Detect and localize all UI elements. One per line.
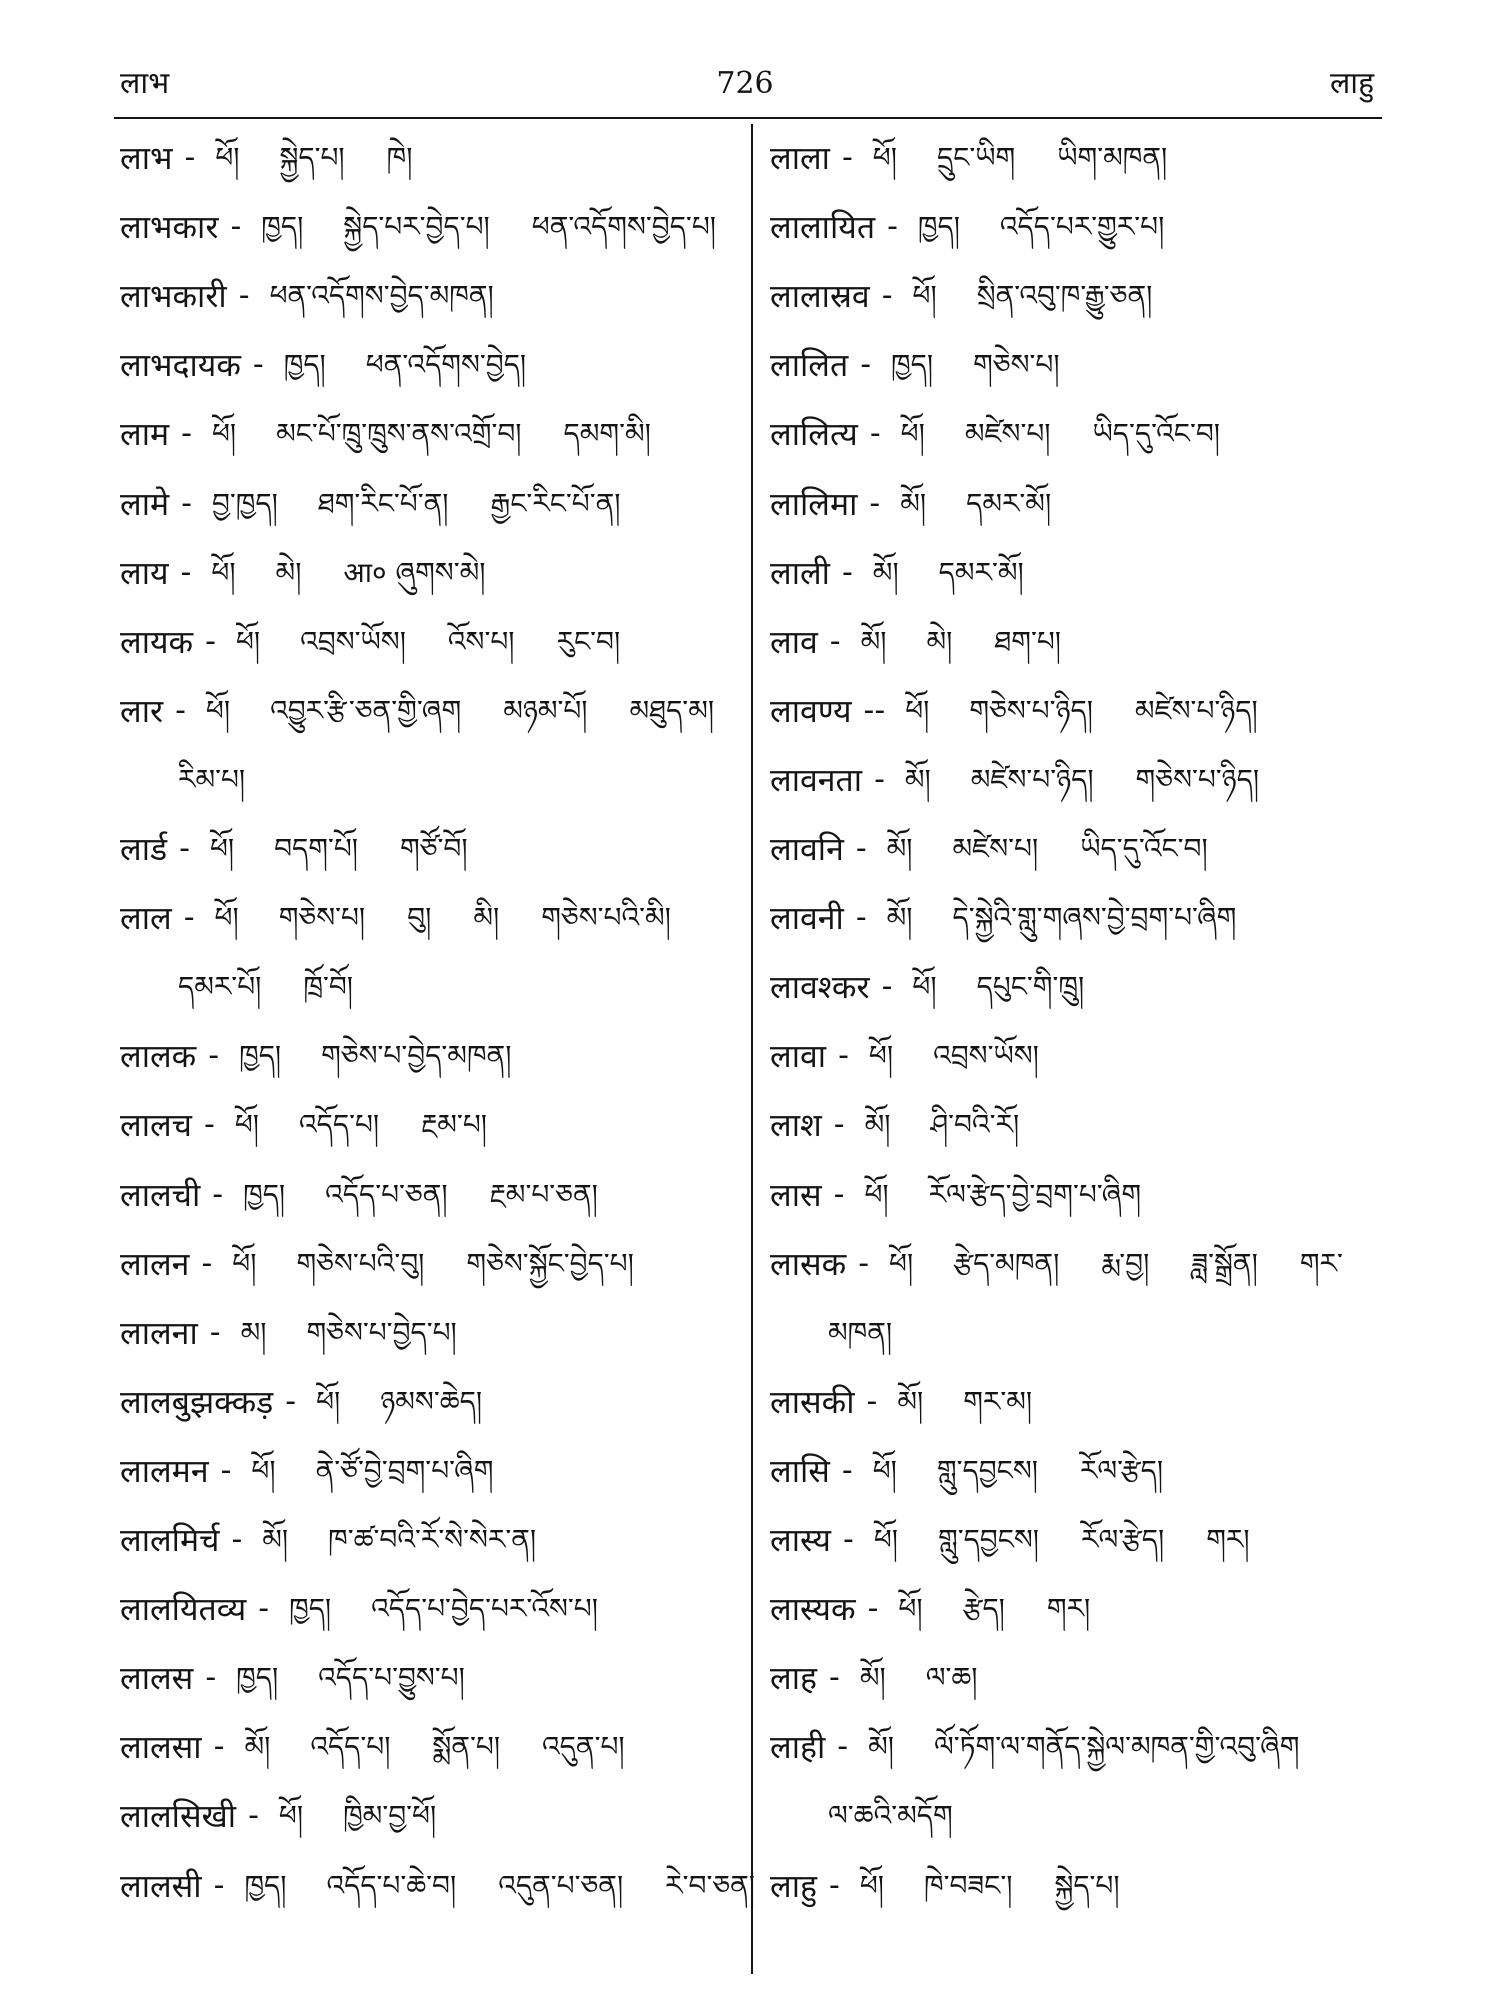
- grammar-marker: ཕོ།: [873, 1523, 898, 1556]
- headword: लालित: [770, 346, 849, 385]
- grammar-marker: མོ།: [864, 1108, 891, 1142]
- dictionary-entry: [770, 616, 1103, 668]
- gloss: སྐྱེད་པ།: [279, 141, 345, 174]
- dictionary-entry: [120, 1099, 529, 1151]
- headword: लालस: [120, 1659, 194, 1698]
- dictionary-entry: [770, 547, 1066, 599]
- headword: लावण्य: [770, 691, 852, 730]
- grammar-marker: མོ།: [904, 762, 931, 796]
- dictionary-entry: [770, 201, 1206, 253]
- gloss: འདུན་པ་ཅན།: [498, 1868, 624, 1902]
- gloss: རིམ་པ།: [178, 762, 246, 796]
- entry-dash: -: [855, 831, 867, 866]
- grammar-marker: ཁྱད།: [917, 210, 960, 244]
- grammar-marker: ཁྱད།: [244, 1868, 287, 1902]
- dictionary-entry: [770, 132, 1209, 184]
- entry-dash: -: [858, 1245, 870, 1281]
- grammar-marker: ཕོ།: [232, 1246, 257, 1280]
- gloss: འདོད་པ།: [299, 1108, 380, 1142]
- grammar-marker: མོ།: [262, 1523, 289, 1556]
- gloss: ཁ་ཚ་བའི་རོ་སེ་སེར་ན།: [328, 1523, 537, 1556]
- entry-dash: -: [213, 1867, 225, 1903]
- dictionary-entry: [770, 270, 1194, 322]
- entry-dash: -: [881, 278, 893, 314]
- dictionary-entry: [770, 1169, 1183, 1221]
- continuation-line: [120, 754, 287, 806]
- grammar-marker: ཕོ།: [235, 624, 261, 658]
- gloss: འབྱུར་རྩི་ཅན་གྱི་ཞག: [270, 693, 462, 727]
- gloss: ལ་ཆ།: [925, 1661, 978, 1695]
- gloss: རྔམ་པ།: [421, 1108, 487, 1142]
- dictionary-entry: [120, 1514, 578, 1566]
- gloss: གཙོ་བོ།: [400, 832, 468, 865]
- gloss: རོལ་རྩེད།: [1081, 1523, 1165, 1556]
- gloss: མེ།: [275, 555, 302, 589]
- gloss: མཛེས་པ།: [952, 832, 1039, 865]
- gloss: ནེ་ཙོ་བྱེ་བྲག་པ་ཞིག: [315, 1453, 494, 1487]
- entry-dash: -: [843, 1522, 854, 1557]
- dictionary-entry: [770, 1583, 1132, 1635]
- gloss: གཅེས་སྐྱོང་བྱེད་པ།: [466, 1246, 634, 1280]
- gloss: གཅེས་པ།: [973, 348, 1060, 382]
- headword: लाही: [770, 1728, 826, 1767]
- headword: लालायित: [770, 208, 876, 247]
- dictionary-entry: [120, 892, 713, 944]
- dictionary-entry: [120, 1238, 676, 1290]
- dictionary-entry: [120, 339, 568, 391]
- dictionary-entry: [770, 339, 1102, 391]
- gloss: ཕན་འདོགས་བྱེད་པ།: [531, 210, 716, 244]
- grammar-marker: བྱ་ཁྱད།: [211, 486, 278, 520]
- entry-dash: -: [833, 1176, 845, 1212]
- dictionary-entry: [120, 547, 527, 599]
- entry-dash: --: [863, 692, 886, 728]
- grammar-marker: ཕོ།: [912, 970, 937, 1004]
- entry-dash: -: [866, 1383, 878, 1419]
- gloss: མཉམ་པོ།: [503, 693, 588, 727]
- gloss: ཐག་རིང་པོ་ན།: [317, 486, 449, 520]
- gloss: རུང་བ།: [556, 624, 621, 658]
- gloss: བུ།: [407, 901, 432, 935]
- dictionary-entry: [120, 1860, 797, 1912]
- gloss: རྒྱང་རིང་པོ་ན།: [490, 486, 621, 520]
- grammar-marker: ཁྱད།: [239, 1039, 282, 1073]
- grammar-marker: ཁྱད།: [261, 210, 304, 244]
- headword: लाभदायक: [120, 346, 241, 385]
- gloss: མང་པོ་ཁྲུ་ཁྲུས་ནས་འགྲོ་བ།: [276, 417, 522, 451]
- dictionary-entry: [770, 1860, 1162, 1912]
- headword: लालन: [120, 1244, 190, 1283]
- dictionary-entry: [120, 1583, 640, 1635]
- dictionary-entry: [770, 823, 1250, 875]
- column-divider: [751, 124, 753, 1974]
- gloss: དམག་མི།: [563, 417, 651, 451]
- gloss: ཉམས་ཆེད།: [380, 1384, 483, 1418]
- grammar-marker: མོ།: [868, 1730, 894, 1764]
- continuation-line: [770, 1307, 934, 1359]
- gloss: ཁེ་བཟང་།: [923, 1868, 1013, 1902]
- dictionary-entry: [120, 408, 693, 460]
- gloss: གཅེས་པ་ཉིད།: [969, 693, 1093, 727]
- gloss: འདོད་པ།: [310, 1730, 391, 1764]
- grammar-marker: ཕོ།: [234, 1108, 260, 1142]
- dictionary-entry: [770, 685, 1300, 737]
- gloss: མཐུད་མ།: [629, 693, 715, 727]
- gloss: རྩེད།: [962, 1592, 1005, 1626]
- headword: लालक: [120, 1037, 197, 1076]
- entry-dash: -: [184, 140, 196, 175]
- headword: लालिमा: [770, 484, 858, 523]
- gloss: ཁྱིམ་བྱ་ཕོ།: [343, 1799, 437, 1833]
- entry-dash: -: [213, 1729, 225, 1765]
- gloss: རེ་བ་ཅན།: [665, 1868, 756, 1902]
- entry-dash: -: [183, 900, 195, 936]
- entry-dash: -: [180, 554, 192, 590]
- dictionary-entry: [120, 1376, 524, 1428]
- gloss: རོལ་རྩེད།: [1079, 1453, 1164, 1487]
- gloss: གཅེས་པ་བྱེད་པ།: [306, 1315, 457, 1349]
- grammar-marker: མོ།: [859, 1661, 886, 1695]
- grammar-marker: མོ།: [860, 624, 887, 658]
- headword: लार: [120, 691, 164, 730]
- dictionary-entry: [770, 478, 1093, 530]
- headword: लासि: [770, 1451, 830, 1490]
- grammar-marker: ཕོ།: [205, 693, 231, 727]
- entry-dash: -: [230, 209, 242, 245]
- entry-dash: -: [201, 1245, 213, 1281]
- headword: लावा: [770, 1037, 827, 1076]
- entry-dash: -: [248, 1798, 259, 1834]
- gloss: གླུ་དབྱངས།: [936, 1453, 1038, 1487]
- entry-dash: -: [874, 761, 885, 797]
- headword: लालमिर्च: [120, 1521, 220, 1559]
- headword: लासकी: [770, 1382, 855, 1421]
- gloss: འདོད་པ་ཅན།: [325, 1177, 448, 1211]
- gloss: གར།: [1206, 1523, 1250, 1556]
- headword: लालसी: [120, 1866, 202, 1905]
- headword: लाभकार: [120, 208, 219, 247]
- dictionary-entry: [120, 1030, 553, 1082]
- dictionary-entry: [770, 1099, 1061, 1151]
- grammar-marker: ཕོ།: [872, 141, 897, 174]
- grammar-marker: མོ།: [872, 555, 899, 589]
- entry-dash: -: [181, 485, 192, 521]
- dictionary-entry: [120, 616, 662, 668]
- grammar-marker: ཕོ།: [209, 832, 235, 865]
- gloss: གར་མ།: [963, 1384, 1033, 1418]
- headword: लालबुझक्कड़: [120, 1382, 274, 1421]
- gloss: ཡིག་མཁན།: [1057, 141, 1168, 174]
- gloss: རྔམ་པ་ཅན།: [489, 1177, 598, 1211]
- entry-dash: -: [181, 416, 192, 452]
- headword: लाय: [120, 553, 169, 592]
- entry-dash: -: [867, 1591, 879, 1627]
- entry-dash: -: [209, 1314, 221, 1350]
- dictionary-entry: [120, 1445, 536, 1497]
- dictionary-entry: [770, 1721, 1341, 1773]
- headword: लालमन: [120, 1451, 209, 1490]
- entry-dash: -: [887, 209, 898, 245]
- headword: लाभ: [120, 139, 173, 177]
- headword: लालसिखी: [120, 1797, 237, 1836]
- gloss: གཅེས་པ་བྱེད་མཁན།: [321, 1039, 512, 1073]
- entry-dash: -: [828, 1867, 840, 1903]
- gloss: ཡིད་དུ་འོང་བ།: [1092, 417, 1220, 451]
- headword: लाह: [770, 1659, 817, 1698]
- gloss: རྨ་བྱ།: [1101, 1246, 1150, 1280]
- grammar-marker: ཕོ།: [214, 901, 239, 935]
- gloss: ཟླ་སྒྲོན།: [1191, 1246, 1258, 1280]
- headword: लाभकारी: [120, 277, 227, 316]
- page-number: 726: [716, 66, 774, 101]
- gloss: དེ་སྐྱེའི་གླུ་གཞས་བྱེ་བྲག་པ་ཞིག: [952, 901, 1237, 935]
- continuation-line: [770, 1790, 995, 1842]
- grammar-marker: མོ།: [886, 832, 913, 865]
- headword: लाल: [120, 899, 172, 938]
- entry-dash: -: [855, 900, 867, 936]
- dictionary-entry: [120, 478, 662, 530]
- entry-dash: -: [869, 416, 881, 452]
- gloss: ཡིད་དུ་འོང་བ།: [1080, 832, 1208, 865]
- gloss: མཛེས་པ་ཉིད།: [970, 762, 1094, 796]
- grammar-marker: ཁྱད།: [236, 1661, 279, 1695]
- headword: लामे: [120, 484, 170, 523]
- entry-dash: -: [179, 831, 190, 866]
- gloss: འབྲས་ཡོས།: [300, 624, 406, 658]
- headword: लावनता: [770, 760, 863, 799]
- dictionary-entry: [770, 1514, 1292, 1566]
- dictionary-entry: [120, 823, 510, 875]
- entry-dash: -: [205, 1660, 217, 1696]
- dictionary-entry: [120, 1721, 667, 1773]
- grammar-marker: ཁྱད།: [243, 1177, 286, 1211]
- headword: लास्यक: [770, 1590, 856, 1629]
- headword: लायक: [120, 622, 194, 661]
- dictionary-entry: [120, 1790, 478, 1842]
- entry-dash: -: [881, 969, 893, 1005]
- grammar-marker: ཕོ།: [215, 141, 240, 174]
- dictionary-entry: [770, 1376, 1074, 1428]
- entry-dash: -: [252, 347, 264, 383]
- grammar-marker: ཕོ།: [912, 279, 937, 313]
- gloss: རོལ་རྩེད་བྱེ་བྲག་པ་ཞིག: [928, 1177, 1142, 1211]
- entry-dash: -: [860, 347, 872, 383]
- entry-dash: -: [837, 1729, 849, 1765]
- gloss: མེ།: [926, 624, 953, 658]
- dictionary-entry: [120, 1169, 640, 1221]
- gloss: མཁན།: [828, 1315, 893, 1349]
- grammar-marker: ཁྱད།: [289, 1592, 332, 1626]
- dictionary-entry: [120, 201, 758, 253]
- headword: लार्ड: [120, 830, 168, 868]
- gloss: འདོད་པར་གྱུར་པ།: [999, 210, 1165, 244]
- headword: लाला: [770, 139, 830, 177]
- gloss: མི།: [473, 901, 500, 935]
- gloss: འབྲས་ཡོས།: [933, 1039, 1039, 1073]
- gloss: འདུན་པ།: [542, 1730, 625, 1764]
- grammar-marker: ཕོ།: [316, 1384, 341, 1418]
- entry-dash: -: [841, 1452, 853, 1488]
- headword: लाश: [770, 1106, 822, 1145]
- gloss: སྐྱེད་པ།: [1054, 1868, 1120, 1902]
- right-column: [770, 0, 1390, 2000]
- entry-dash: -: [204, 1107, 215, 1143]
- gloss: འདོད་པ་བྱུས་པ།: [318, 1661, 465, 1695]
- dictionary-entry: [770, 1238, 1385, 1290]
- entry-dash: -: [833, 1107, 845, 1143]
- headword: लावश्कर: [770, 968, 870, 1007]
- headword: लास्य: [770, 1521, 831, 1559]
- grammar-marker: མོ།: [886, 901, 913, 935]
- dictionary-entry: [770, 892, 1278, 944]
- entry-dash: -: [238, 278, 250, 314]
- gloss: གཅེས་པ།: [278, 901, 366, 935]
- grammar-marker: ཕོ།: [889, 1246, 914, 1280]
- gloss: སྐྱེད་པར་བྱེད་པ།: [343, 210, 490, 244]
- headword: लास: [770, 1175, 822, 1214]
- gloss: སྨོན་པ།: [432, 1730, 501, 1764]
- entry-dash: -: [175, 692, 186, 728]
- headword: लाली: [770, 553, 830, 592]
- headword: लावनी: [770, 899, 844, 938]
- headword: लालित्य: [770, 415, 858, 454]
- grammar-marker: ཕོ།: [251, 1453, 276, 1487]
- dictionary-entry: [770, 961, 1126, 1013]
- continuation-line: [120, 961, 395, 1013]
- running-head-last-word: लाहु: [1329, 66, 1374, 101]
- gloss: འདོད་པ་ཆེ་བ།: [326, 1868, 457, 1902]
- gloss: གཅེས་པའི་མི།: [541, 901, 671, 935]
- headword: लालयितव्य: [120, 1590, 247, 1629]
- gloss: རྩེད་མཁན།: [953, 1246, 1060, 1280]
- gloss: དྲུང་ཡིག: [936, 141, 1016, 174]
- grammar-marker: ཁྱད།: [283, 348, 326, 382]
- dictionary-entry: [120, 685, 756, 737]
- entry-dash: -: [208, 1038, 220, 1074]
- grammar-marker: ཕོ།: [278, 1799, 304, 1833]
- grammar-marker: ཕོ།: [872, 1453, 897, 1487]
- entry-dash: -: [841, 140, 853, 175]
- gloss: ཁེ།: [386, 141, 413, 174]
- headword: लालसा: [120, 1728, 202, 1767]
- entry-dash: -: [231, 1522, 243, 1557]
- gloss: མཛེས་པ་ཉིད།: [1134, 693, 1258, 727]
- gloss: དཔུང་གི་ཁྲུ།: [976, 970, 1085, 1004]
- gloss: གར་: [1299, 1246, 1343, 1280]
- grammar-marker: མོ།: [244, 1730, 271, 1764]
- grammar-marker: ཕོ།: [859, 1868, 884, 1902]
- entry-dash: -: [838, 1038, 849, 1074]
- gloss: དམར་པོ།: [178, 970, 262, 1004]
- gloss: འདོད་པ་བྱེད་པར་འོས་པ།: [371, 1592, 598, 1626]
- gloss: དམར་མོ།: [938, 555, 1024, 589]
- headword: लालची: [120, 1175, 201, 1214]
- entry-dash: -: [220, 1452, 232, 1488]
- running-head-first-word: लाभ: [120, 66, 170, 101]
- gloss: ཕན་འདོགས་བྱེད་མཁན།: [269, 279, 494, 313]
- gloss: གར།: [1046, 1592, 1091, 1626]
- gloss: མཛེས་པ།: [964, 417, 1051, 451]
- entry-dash: -: [285, 1383, 297, 1419]
- dictionary-entry: [770, 1445, 1205, 1497]
- grammar-marker: མ།: [240, 1315, 267, 1349]
- entry-dash: -: [829, 623, 841, 659]
- dictionary-entry: [120, 132, 454, 184]
- headword: लालच: [120, 1106, 193, 1145]
- entry-dash: -: [205, 623, 216, 659]
- gloss: ཐག་པ།: [994, 624, 1062, 658]
- gloss: གཅེས་པ་ཉིད།: [1135, 762, 1260, 796]
- gloss: आ० ཞུགས་མེ།: [343, 555, 486, 589]
- dictionary-entry: [770, 1652, 1020, 1704]
- grammar-marker: ཁྱད།: [891, 348, 934, 382]
- gloss: ཕན་འདོགས་བྱེད།: [365, 348, 527, 382]
- headword: लालास्रव: [770, 277, 870, 316]
- entry-dash: -: [828, 1660, 840, 1696]
- grammar-marker: ཕོ།: [211, 417, 237, 451]
- dictionary-entry: [120, 1652, 507, 1704]
- gloss: སྲིན་འབུ་ཁ་རྒྱུ་ཅན།: [976, 279, 1153, 313]
- gloss: ལ་ཆའི་མདོག: [828, 1799, 953, 1833]
- grammar-marker: ཕོ།: [868, 1039, 894, 1073]
- dictionary-entry: [770, 754, 1301, 806]
- gloss: འོས་པ།: [447, 624, 515, 658]
- gloss: ཤི་བའི་རོ།: [930, 1108, 1020, 1142]
- gloss: གླུ་དབྱངས།: [938, 1523, 1040, 1556]
- gloss: དམར་མོ།: [966, 486, 1052, 520]
- gloss: ཁྲོ་བོ།: [303, 970, 354, 1004]
- headword: लावनि: [770, 830, 844, 868]
- gloss: ལོ་ཏོག་ལ་གནོད་སྐྱེལ་མཁན་གྱི་འབུ་ཞིག: [933, 1730, 1300, 1764]
- dictionary-entry: [770, 1030, 1081, 1082]
- dictionary-entry: [770, 408, 1262, 460]
- grammar-marker: མོ།: [900, 486, 927, 520]
- grammar-marker: མོ།: [897, 1384, 924, 1418]
- dictionary-entry: [120, 1307, 499, 1359]
- dictionary-entry: [120, 270, 536, 322]
- entry-dash: -: [841, 554, 853, 590]
- gloss: བདག་པོ།: [274, 832, 359, 865]
- grammar-marker: ཕོ།: [900, 417, 925, 451]
- grammar-marker: ཕོ།: [898, 1592, 923, 1626]
- entry-dash: -: [258, 1591, 270, 1627]
- headword: लासक: [770, 1244, 847, 1283]
- headword: लाव: [770, 622, 818, 661]
- headword: लालना: [120, 1313, 198, 1352]
- grammar-marker: ཕོ།: [905, 693, 930, 727]
- entry-dash: -: [869, 485, 881, 521]
- headword: लाहु: [770, 1866, 817, 1905]
- headword: लाम: [120, 415, 170, 454]
- entry-dash: -: [212, 1176, 224, 1212]
- grammar-marker: ཕོ།: [211, 555, 236, 589]
- gloss: གཅེས་པའི་བུ།: [296, 1246, 425, 1280]
- grammar-marker: ཕོ།: [864, 1177, 889, 1211]
